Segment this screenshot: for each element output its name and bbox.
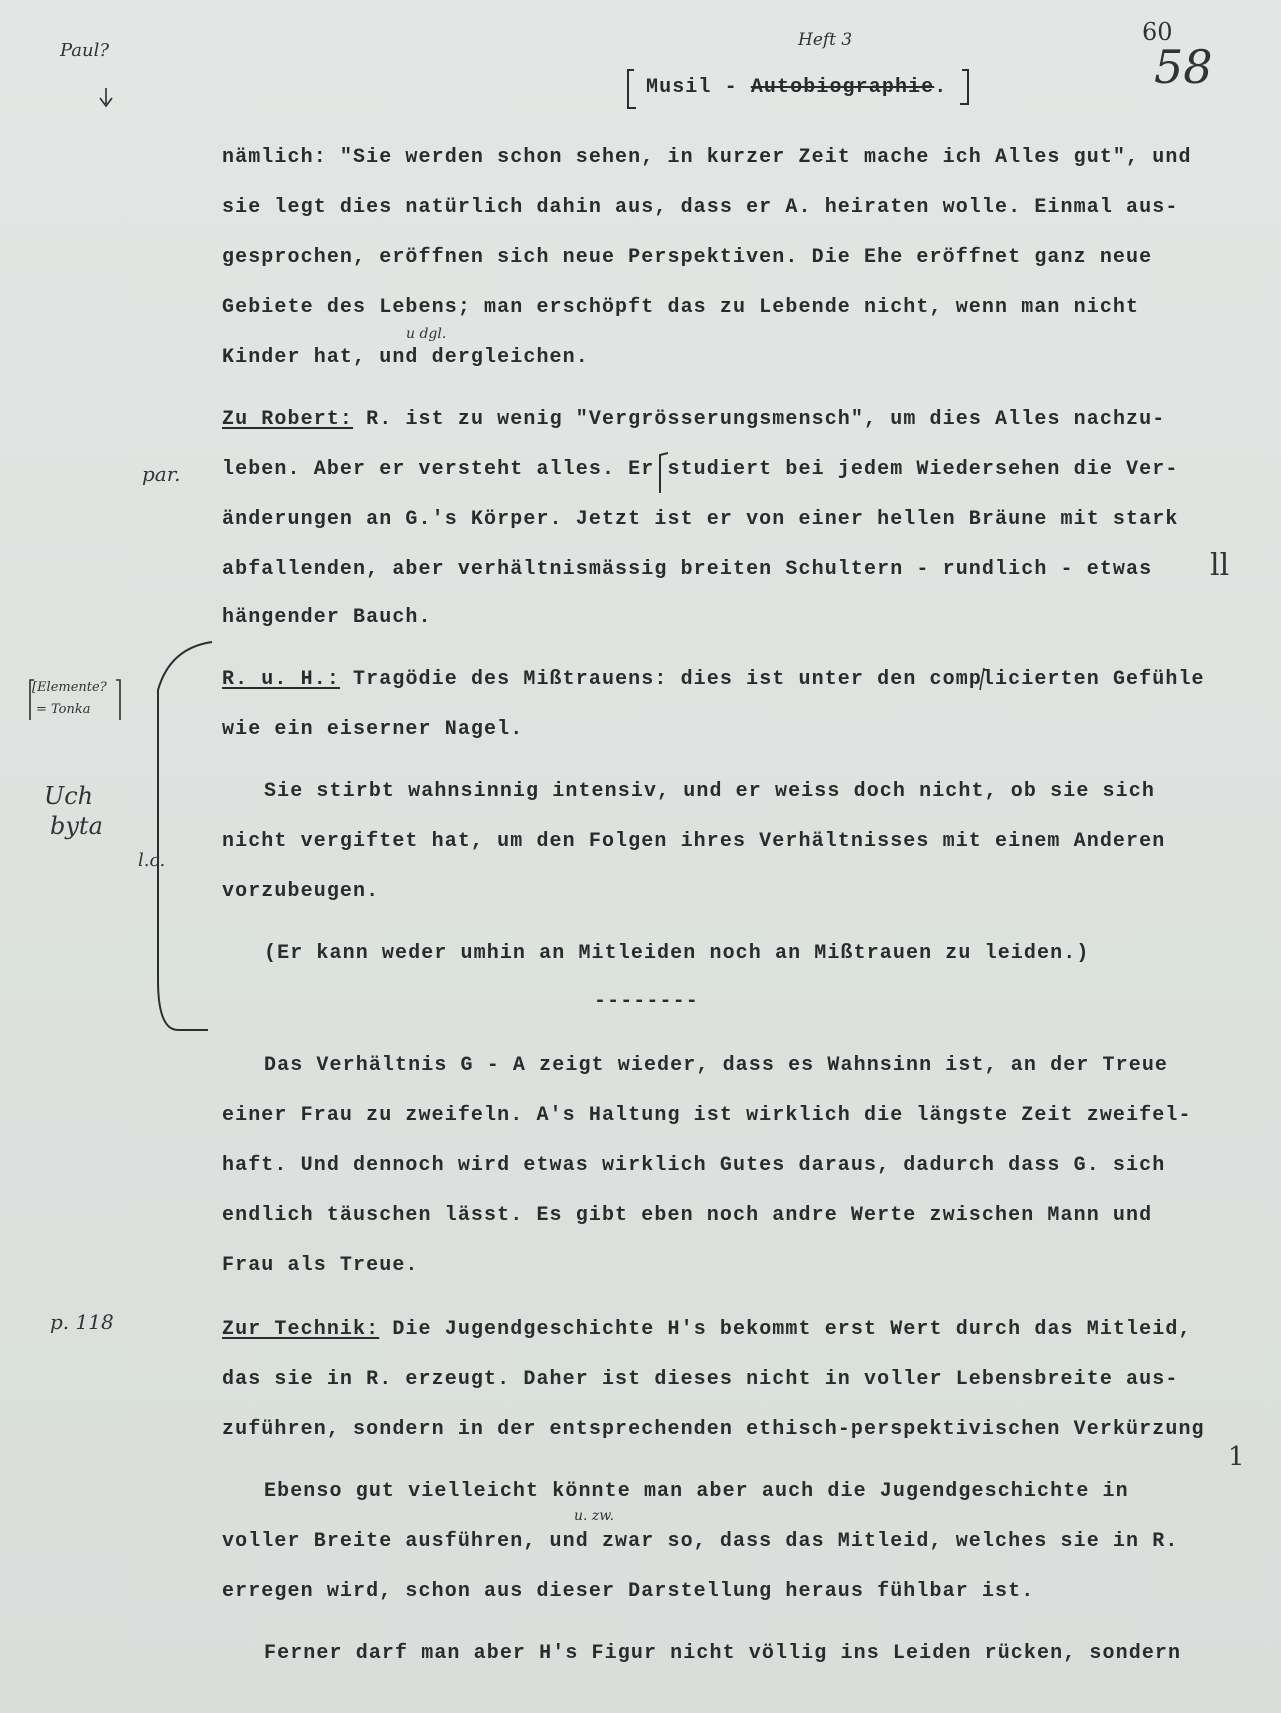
margin-note-par: par.	[142, 462, 181, 486]
margin-bracket	[158, 642, 212, 1030]
insert-note-udgl: u dgl.	[406, 326, 447, 342]
text-line: wie ein eiserner Nagel.	[222, 718, 524, 741]
text-line: Frau als Treue.	[222, 1254, 419, 1277]
text-line: Sie stirbt wahnsinnig intensiv, und er weiss doch nicht, ob sie sich	[264, 780, 1155, 803]
text-line: nämlich: "Sie werden schon sehen, in kurzer Zeit mache ich Alles gut", und	[222, 146, 1192, 169]
text-line: Ebenso gut vielleicht könnte man aber auch die Jugendgeschichte in	[264, 1480, 1129, 1503]
margin-top-left-note: Paul?	[60, 40, 110, 61]
margin-note-tonka: = Tonka	[36, 702, 91, 717]
ruh-label: R. u. H.:	[222, 668, 340, 691]
margin-scribble-2: byta	[50, 812, 103, 840]
title-bracket-right	[960, 70, 968, 104]
arrow-down-mark	[100, 88, 112, 106]
text-line: gesprochen, eröffnen sich neue Perspektiven. Die Ehe eröffnet ganz neue	[222, 246, 1153, 269]
ruh-line: R. u. H.: Tragödie des Mißtrauens: dies ist unter den complicierten Gefühle	[222, 668, 1205, 691]
margin-scribble-1: Uch	[44, 782, 94, 810]
page-number-small: 60	[1142, 18, 1173, 46]
text-line: änderungen an G.'s Körper. Jetzt ist er von einer hellen Bräune mit stark	[222, 508, 1179, 531]
text-line: endlich täuschen lässt. Es gibt eben noch andre Werte zwischen Mann und	[222, 1204, 1153, 1227]
margin-note-lc: l.c.	[138, 850, 166, 871]
text-line: hängender Bauch.	[222, 606, 432, 629]
text-line: voller Breite ausführen, und zwar so, dass das Mitleid, welches sie in R.	[222, 1530, 1179, 1553]
text-line: Das Verhältnis G - A zeigt wieder, dass es Wahnsinn ist, an der Treue	[264, 1054, 1169, 1077]
text-line: das sie in R. erzeugt. Daher ist dieses nicht in voller Lebensbreite aus-	[222, 1368, 1179, 1391]
separator: --------	[594, 990, 699, 1013]
margin-mark-right: ll	[1210, 548, 1230, 583]
technik-line: Zur Technik: Die Jugendgeschichte H's bekommt erst Wert durch das Mitleid,	[222, 1318, 1192, 1341]
margin-note-elemente: [Elemente?	[32, 680, 107, 695]
page-number-large: 58	[1154, 40, 1213, 94]
text-line: sie legt dies natürlich dahin aus, dass er A. heiraten wolle. Einmal aus-	[222, 196, 1179, 219]
page-title: Musil - Autobiographie.	[646, 76, 948, 99]
technik-label: Zur Technik:	[222, 1318, 380, 1341]
robert-label: Zu Robert:	[222, 408, 354, 431]
heft-note: Heft 3	[798, 30, 853, 50]
text-line: Kinder hat, und dergleichen.	[222, 346, 589, 369]
robert-line: Zu Robert: R. ist zu wenig "Vergrösserungsmensch", um dies Alles nachzu-	[222, 408, 1166, 431]
text-line-paren: (Er kann weder umhin an Mitleiden noch an Mißtrauen zu leiden.)	[264, 942, 1090, 965]
title-bracket-left	[628, 70, 636, 108]
text-line: vorzubeugen.	[222, 880, 380, 903]
text-line: Gebiete des Lebens; man erschöpft das zu Lebende nicht, wenn man nicht	[222, 296, 1140, 319]
text-line: abfallenden, aber verhältnismässig breiten Schultern - rundlich - etwas	[222, 558, 1153, 581]
text-line: zuführen, sondern in der entsprechenden ethisch-perspektivischen Verkürzung	[222, 1418, 1205, 1441]
margin-mark-right-2: 1	[1228, 1442, 1245, 1472]
text-line: leben. Aber er versteht alles. Er studiert bei jedem Wiedersehen die Ver-	[222, 458, 1179, 481]
text-line: einer Frau zu zweifeln. A's Haltung ist wirklich die längste Zeit zweifel-	[222, 1104, 1192, 1127]
margin-note-p118: p. 118	[50, 1310, 114, 1334]
text-line: erregen wird, schon aus dieser Darstellung heraus fühlbar ist.	[222, 1580, 1035, 1603]
insert-note-uzw: u. zw.	[574, 1508, 615, 1524]
text-line: Ferner darf man aber H's Figur nicht völlig ins Leiden rücken, sondern	[264, 1642, 1182, 1665]
text-line: haft. Und dennoch wird etwas wirklich Gutes daraus, dadurch dass G. sich	[222, 1154, 1166, 1177]
text-line: nicht vergiftet hat, um den Folgen ihres Verhältnisses mit einem Anderen	[222, 830, 1166, 853]
